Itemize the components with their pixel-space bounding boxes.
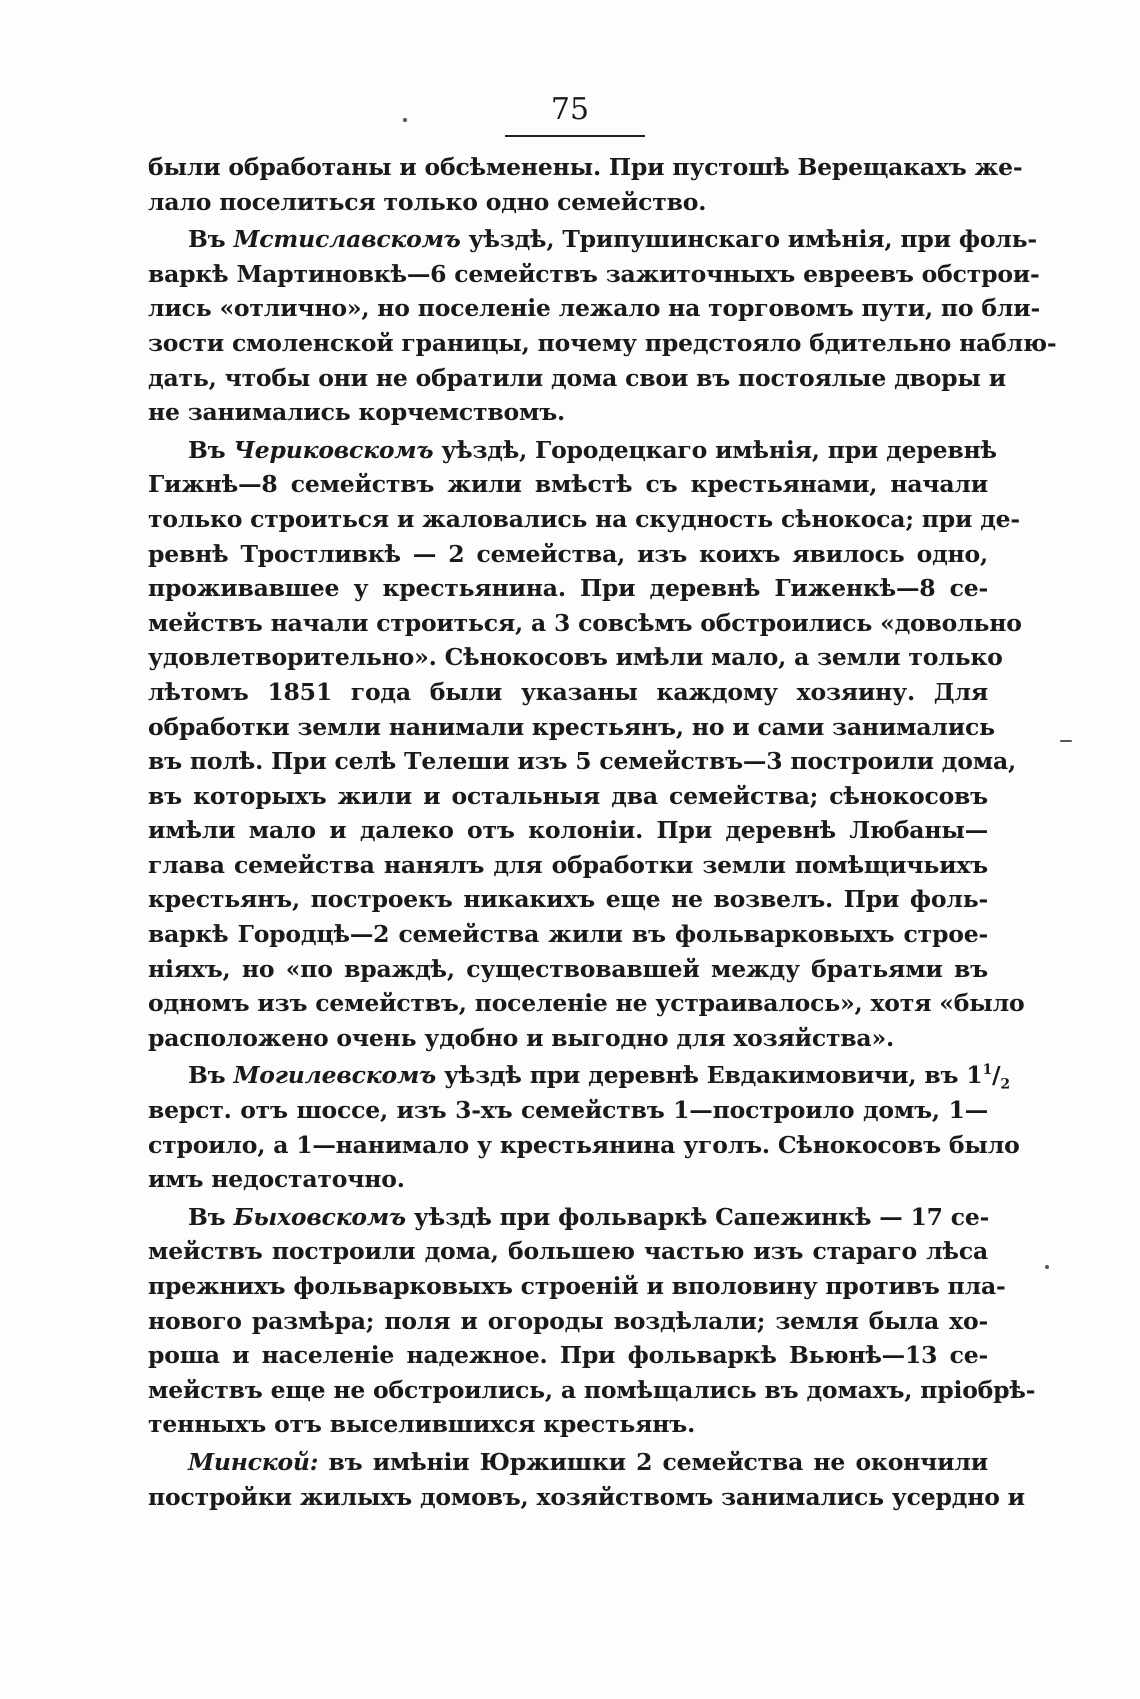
body-text — [148, 150, 1057, 1514]
fraction-denominator: 2 — [1000, 1077, 1010, 1094]
text-line: мействъ построили дома, большею частью изъ стараго лѣса — [148, 1237, 988, 1266]
text-line: дать, чтобы они не обратили дома свои въ постоялые дворы и — [148, 363, 1006, 392]
district-name: Чериковскомъ — [233, 435, 434, 464]
paragraph-start-line: Въ Могилевскомъ уѣздѣ при деревнѣ Евдакимовичи, въ $1^1/_2$ — [188, 1061, 1010, 1094]
text-line: прежнихъ фольварковыхъ строеній и вполовину противъ пла- — [148, 1272, 1006, 1300]
text-line: зости смоленской границы, почему предстояло бдительно наблю- — [148, 328, 1057, 357]
paragraph-start-line: Въ Мстиславскомъ уѣздѣ, Трипушинскаго имѣнія, при фоль- — [188, 225, 1037, 254]
text-line: расположено очень удобно и выгодно для хозяйства». — [148, 1023, 894, 1052]
text-line: мействъ начали строиться, а 3 совсѣмъ обстроились «довольно — [148, 608, 1022, 637]
text-line: глава семейства нанялъ для обработки земли помѣщичьихъ — [148, 850, 988, 879]
district-name: Мстиславскомъ — [233, 225, 461, 254]
scan-speck — [1045, 1265, 1049, 1269]
text-line: проживавшее у крестьянина. При деревнѣ Гиженкѣ—8 се- — [148, 574, 988, 603]
text-line: въ которыхъ жили и остальныя два семейства; сѣнокосовъ — [148, 781, 988, 810]
text-line: лало поселиться только одно семейство. — [148, 187, 707, 216]
text-line: мействъ еще не обстроились, а помѣщались въ домахъ, пріобрѣ- — [148, 1375, 1036, 1404]
paragraph-start-line: Минской: въ имѣніи Юржишки 2 семейства не окончили — [188, 1447, 988, 1476]
province-name: Минской: — [188, 1447, 319, 1476]
text-line: крестьянъ, построекъ никакихъ еще не возвелъ. При фоль- — [148, 885, 988, 914]
text-line: ревнѣ Тростливкѣ — 2 семейства, изъ коихъ явилось одно, — [148, 539, 988, 568]
text-line: только строиться и жаловались на скудность сѣнокоса; при де- — [148, 504, 1020, 533]
text-line: въ полѣ. При селѣ Телеши изъ 5 семействъ—3 построили дома, — [148, 747, 1016, 776]
text-line: не занимались корчемствомъ. — [148, 398, 566, 427]
paragraph-start-line: Въ Быховскомъ уѣздѣ при фольваркѣ Сапежинкѣ — 17 се- — [188, 1202, 990, 1231]
text-line: лѣтомъ 1851 года были указаны каждому хозяину. Для — [148, 677, 988, 706]
text-line: имѣли мало и далеко отъ колоніи. При деревнѣ Любаны— — [148, 816, 988, 845]
text-line: ніяхъ, но «по враждѣ, существовавшей между братьями въ — [148, 954, 988, 983]
scan-speck — [1060, 740, 1072, 742]
text-line: Гижнѣ—8 семействъ жили вмѣстѣ съ крестьянами, начали — [148, 470, 988, 499]
header-rule — [505, 135, 645, 137]
scan-speck — [403, 118, 407, 122]
text-line: строило, а 1—нанимало у крестьянина уголъ. Сѣнокосовъ было — [148, 1130, 1020, 1159]
district-name: Быховскомъ — [233, 1202, 406, 1231]
text-line: верст. отъ шоссе, изъ 3-хъ семействъ 1—построило домъ, 1— — [148, 1096, 988, 1125]
text-line: имъ недостаточно. — [148, 1165, 405, 1194]
text-line: были обработаны и обсѣменены. При пустошѣ Верещакахъ же- — [148, 153, 1023, 181]
text-line: лись «отлично», но поселеніе лежало на торговомъ пути, по бли- — [148, 294, 1041, 323]
fraction-slash: / — [991, 1061, 1001, 1090]
text-line: варкѣ Городцѣ—2 семейства жили въ фольварковыхъ строе- — [148, 920, 988, 949]
text-line: роша и населеніе надежное. При фольваркѣ Вьюнѣ—13 се- — [148, 1341, 988, 1370]
text-line: тенныхъ отъ выселившихся крестьянъ. — [148, 1410, 696, 1439]
text-line: нового размѣра; поля и огороды воздѣлали; земля была хо- — [148, 1306, 988, 1335]
district-name: Могилевскомъ — [233, 1061, 436, 1090]
fraction-numerator: 1 — [982, 1062, 992, 1079]
text-line: обработки земли нанимали крестьянъ, но и сами занимались — [148, 712, 995, 741]
text-line: удовлетворительно». Сѣнокосовъ имѣли мало, а земли только — [148, 643, 1003, 672]
text-line: одномъ изъ семействъ, поселеніе не устраивалось», хотя «было — [148, 989, 1025, 1018]
paragraph-start-line: Въ Чериковскомъ уѣздѣ, Городецкаго имѣнія, при деревнѣ — [188, 435, 997, 464]
page-number: 75 — [550, 92, 590, 127]
text-line: варкѣ Мартиновкѣ—6 семействъ зажиточныхъ евреевъ обстрои- — [148, 259, 1040, 288]
text-line: постройки жилыхъ домовъ, хозяйствомъ занимались усердно и — [148, 1482, 1025, 1511]
